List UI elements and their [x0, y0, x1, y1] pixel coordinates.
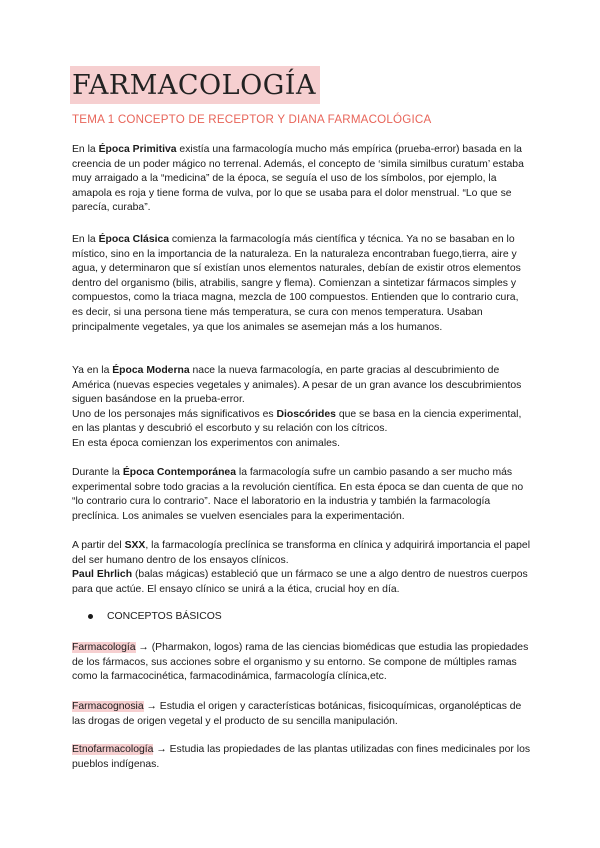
text: (balas mágicas) estableció que un fármaco se une a algo dentro de nuestros cuerpos para que actúe. El ensayo clínico se unirá a la ética, crucial hoy en día. [72, 569, 528, 595]
text: → Estudia las propiedades de las plantas utilizadas con fines medicinales por los pueblos indígenas. [72, 744, 531, 770]
text: Ya en la [72, 365, 113, 376]
text: → (Pharmakon, logos) rama de las ciencias biomédicas que estudia las propiedades de los fármacos, sus acciones sobre el organismo y su entorno. Se compone de múltiples ramas como la farmacocinética, farmacodinámica, farmacología clínica,etc. [72, 642, 529, 683]
paragraph-sxx [72, 539, 532, 597]
definition-farmacologia [72, 641, 532, 685]
text: Uno de los personajes más significativos es [72, 408, 277, 420]
highlighted-term: Farmacología [72, 642, 136, 653]
paragraph-epoca-primitiva [72, 143, 532, 216]
text: → Estudia el origen y características botánicas, fisicoquímicas, organolépticas de las drogas de origen vegetal y el producto de su sencilla manipulación. [72, 701, 522, 727]
paragraph-epoca-contemporanea [72, 466, 532, 524]
highlighted-term: Etnofarmacología [72, 744, 154, 755]
definition-etnofarmacologia [72, 743, 532, 772]
text: A partir del [72, 540, 125, 551]
page-title: FARMACOLOGÍA [70, 66, 320, 104]
bold-term: Época Moderna [112, 365, 190, 376]
text: En la [72, 144, 99, 155]
text: En esta época comienzan los experimentos con animales. [72, 437, 340, 449]
text: comienza la farmacología más científica y técnica. Ya no se basaban en lo místico, sino en la importancia de la naturaleza. En la naturaleza encontraban fuego,tierra, aire y agua, y determinaron que sí existían unos elementos naturales, debían de existir otros elementos dentro del organismo (bilis, atrabilis, sangre y flema). Comienzan a sintetizar fármacos simples y compuestos, como la triaca magna, mezcla de 100 compuestos. Entienden que lo contrario cura, es decir, si una persona tiene más temperatura, se cura con menos temperatura. Usaban principalmente vegetales, ya que los animales se asemejan más a los humanos. [72, 234, 521, 333]
paragraph-epoca-moderna [72, 364, 532, 452]
text: En la [72, 234, 99, 245]
bold-term: Época Clásica [98, 234, 170, 245]
text: , la farmacología preclínica se transforma en clínica y adquirirá importancia el papel del ser humano dentro de los ensayos clínicos. [72, 540, 531, 566]
highlighted-term: Farmacognosia [72, 701, 144, 712]
text: existía una farmacología mucho más empírica (prueba-error) basada en la creencia de un poder mágico no terrenal. Además, el concepto de ‘simila similbus curatum’ estaba muy arraigado a la “medicina” de la época, se seguía el uso de los símbolos, por ejemplo, la amapola es roja y tiene forma de vulva, por lo que se usaba para el dolor menstrual. “Lo que se parecía, curaba”. [72, 144, 524, 214]
text: la farmacología sufre un cambio pasando a ser mucho más experimental sobre todo gracias a la revolución científica. En esta época se dan cuenta de que no “lo contrario cura lo contrario”. Nace el laboratorio en la industria y también la farmacología preclínica. Los animales se vuelven esenciales para la experimentación. [72, 467, 524, 522]
paragraph-epoca-clasica [72, 233, 532, 335]
bold-term: SXX [124, 540, 146, 551]
text: Durante la [72, 467, 123, 478]
bullet-label: CONCEPTOS BÁSICOS [107, 611, 222, 622]
text: nace la nueva farmacología, en parte gracias al descubrimiento de América (nuevas especies vegetales y animales). A pesar de un gran avance los descubrimientos siguen basándose en la prueba-error. [72, 365, 522, 406]
bold-term: Paul Ehrlich [72, 569, 133, 581]
bold-term: Época Contemporánea [122, 467, 236, 478]
page-subtitle: TEMA 1 CONCEPTO DE RECEPTOR Y DIANA FARMACOLÓGICA [72, 113, 432, 126]
bullet-heading [88, 611, 222, 622]
bold-term: Época Primitiva [98, 144, 177, 155]
text: que se basa en la ciencia experimental, en las plantas y descubrió el escorbuto y su relación con los cítricos. [72, 408, 522, 435]
bullet-dot-icon [88, 614, 93, 619]
bold-term: Dioscórides [276, 408, 336, 420]
definition-farmacognosia [72, 700, 532, 729]
